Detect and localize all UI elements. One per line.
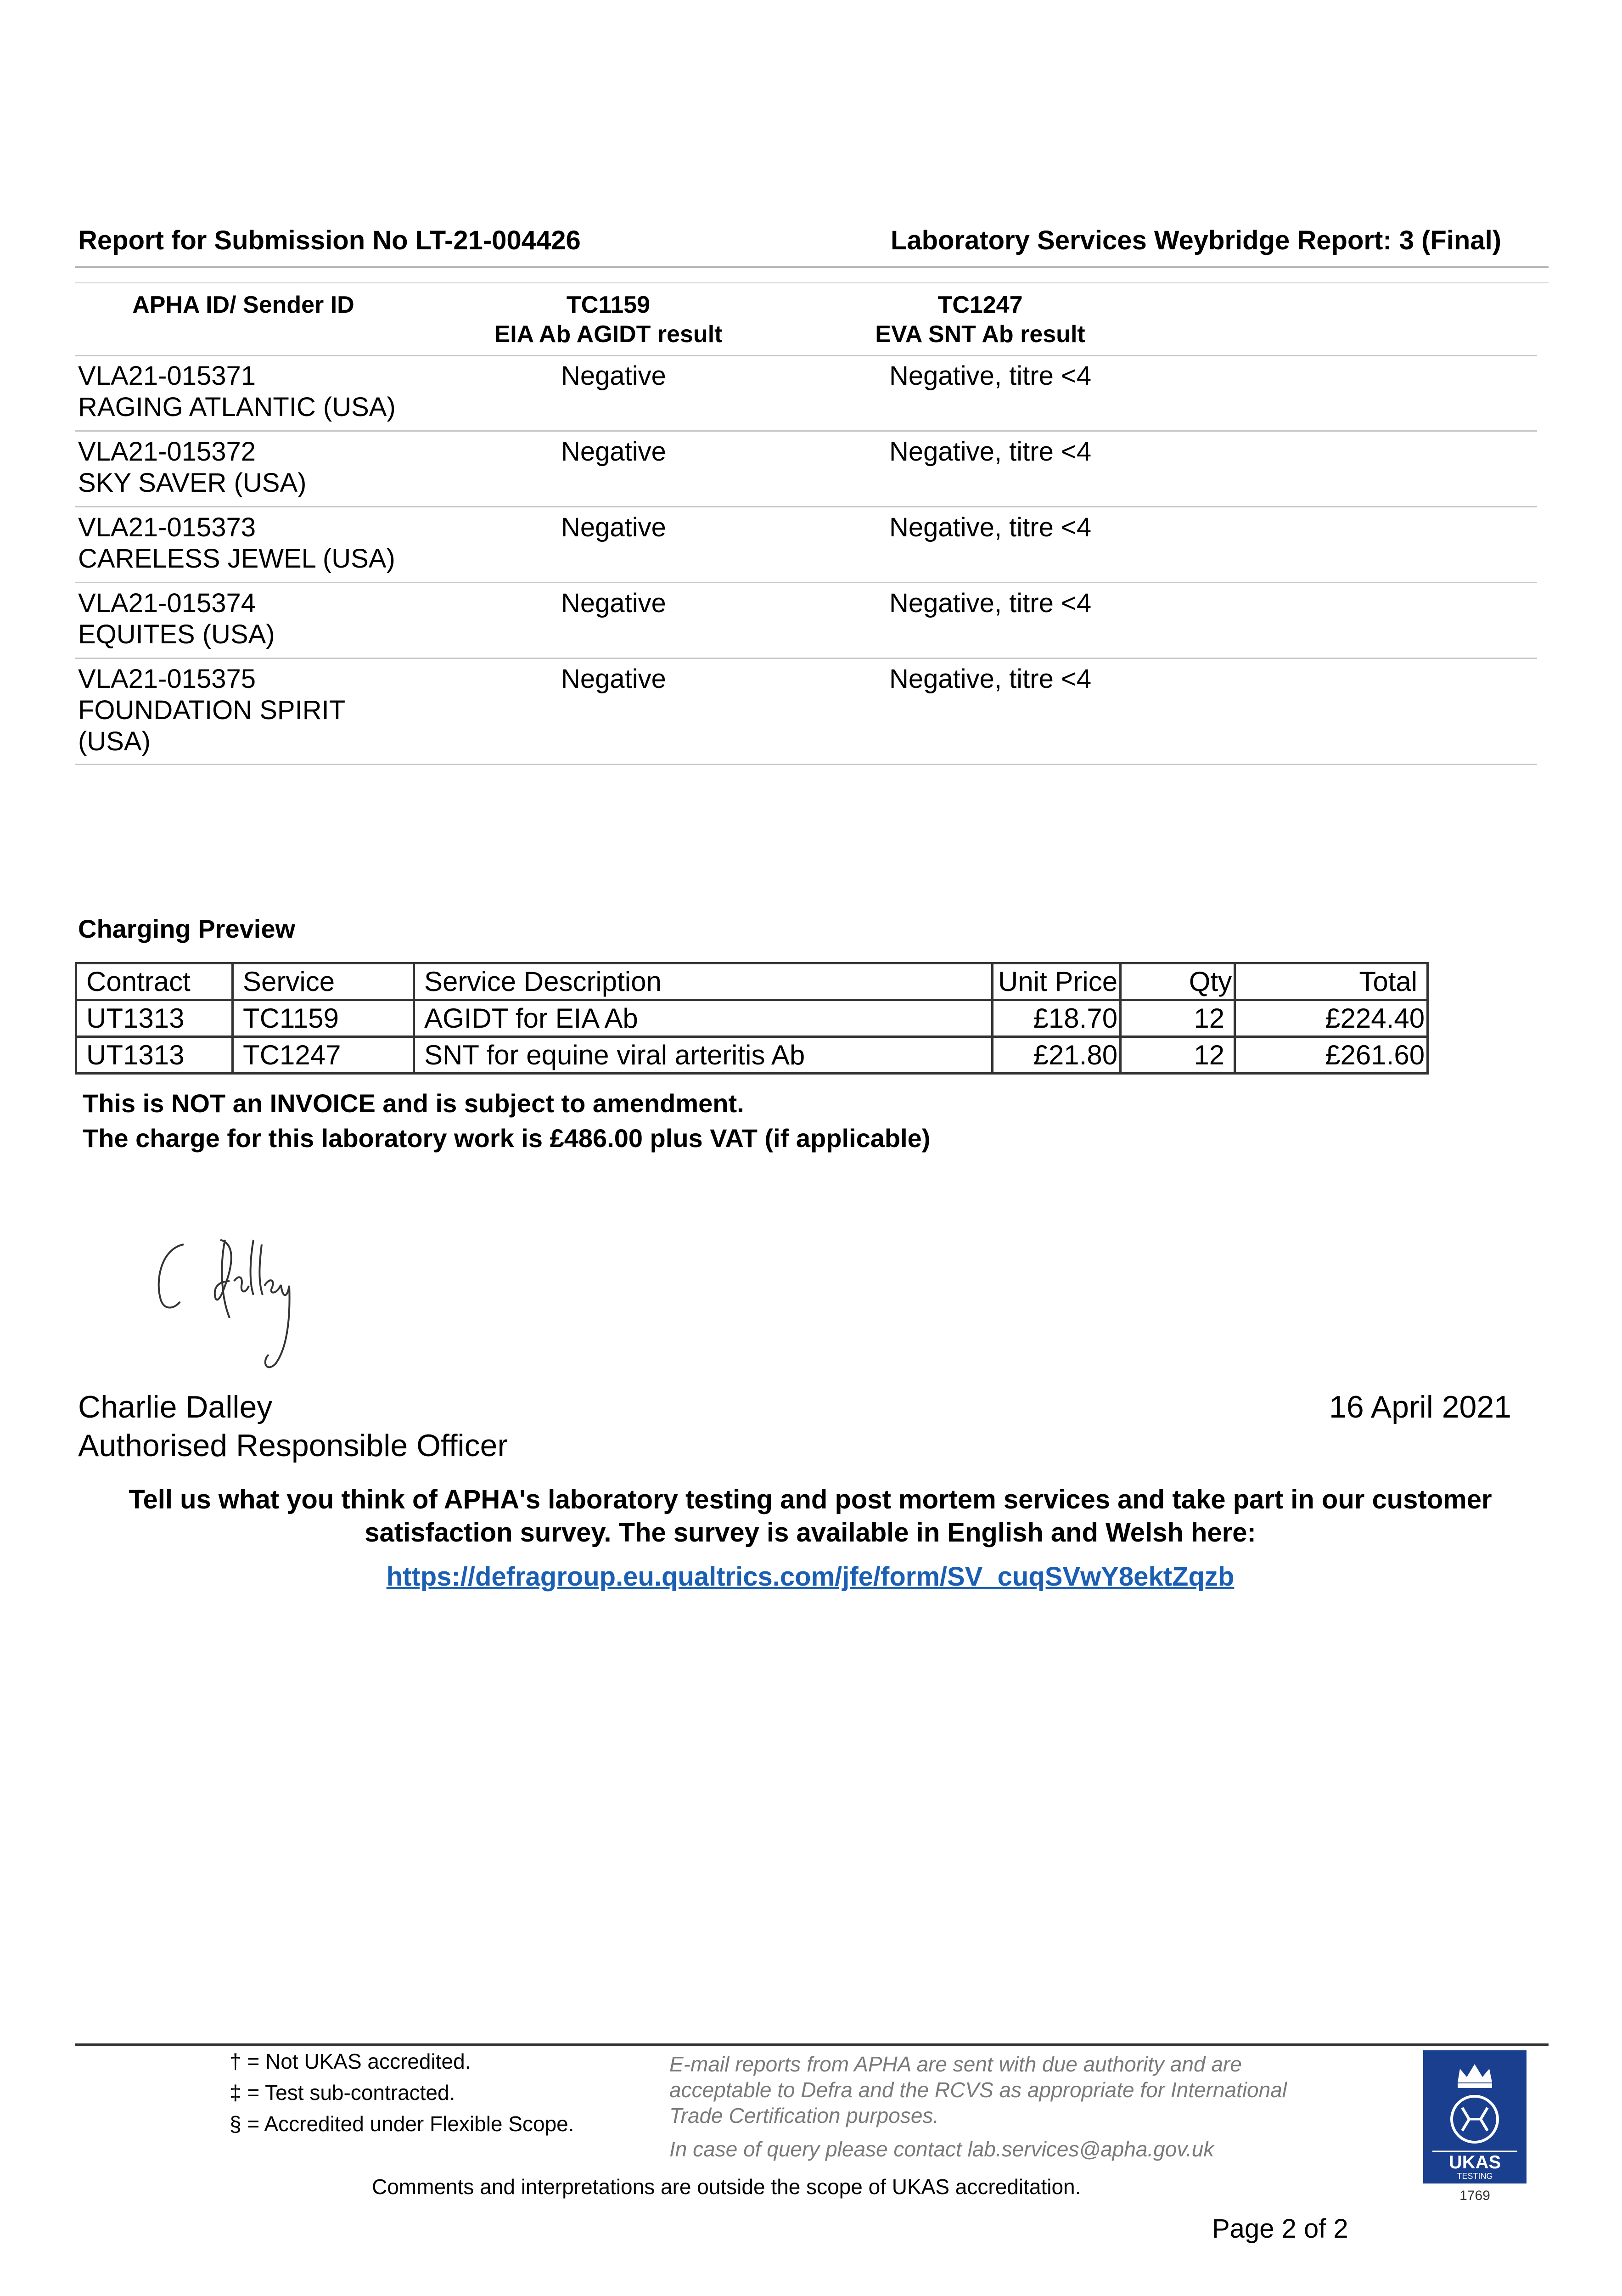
charging-header-row: [76, 963, 1428, 1000]
row-divider: [75, 764, 1537, 765]
invoice-notice: This is NOT an INVOICE and is subject to amendment. The charge for this laboratory work is £486.00 plus VAT (if applicable): [83, 1089, 931, 1153]
col-header-tc1159: TC1159 EIA Ab AGIDT result: [494, 292, 723, 348]
eva-result: Negative, titre <4: [889, 437, 1092, 467]
unit-price-cell: £18.70: [993, 1000, 1121, 1037]
eia-result: Negative: [561, 512, 666, 542]
ukas-sub-label: TESTING: [1457, 2172, 1493, 2181]
table-row: [76, 1037, 1428, 1074]
charging-table: [75, 962, 1429, 1075]
contract-cell: UT1313: [76, 1037, 233, 1074]
signatory-name: Charlie Dalley: [78, 1390, 273, 1424]
sample-id: VLA21-015372: [78, 437, 256, 467]
signatory-role: Authorised Responsible Officer: [78, 1428, 508, 1463]
survey-link-wrap: [92, 1560, 1529, 1593]
contract-cell: UT1313: [76, 1000, 233, 1037]
email-authority-note: E-mail reports from APHA are sent with due authority and are acceptable to Defra and the RCVS as appropriate for International Trade Certification purposes.: [669, 2052, 1287, 2127]
ukas-label: UKAS: [1448, 2152, 1501, 2172]
signatory-block: [78, 1388, 508, 1465]
service-description-cell: SNT for equine viral arteritis Ab: [414, 1037, 993, 1074]
report-lab-title: Laboratory Services Weybridge Report: 3 (Final): [891, 225, 1502, 255]
sample-name: SKY SAVER (USA): [78, 468, 307, 498]
eia-result: Negative: [561, 361, 666, 391]
sample-name: RAGING ATLANTIC (USA): [78, 392, 396, 422]
legend-not-accredited: † = Not UKAS accredited.: [230, 2049, 471, 2073]
table-row: [76, 1000, 1428, 1037]
service-description-cell: AGIDT for EIA Ab: [414, 1000, 993, 1037]
header-divider-secondary: [75, 282, 1549, 283]
sample-name: CARELESS JEWEL (USA): [78, 544, 395, 574]
sample-name-cont: (USA): [78, 726, 151, 756]
sample-id: VLA21-015373: [78, 512, 256, 542]
service-cell: TC1247: [233, 1037, 414, 1074]
report-submission-title: Report for Submission No LT-21-004426: [78, 225, 581, 255]
table-row: [78, 588, 275, 650]
results-header-rule: [75, 355, 1537, 356]
th-service-description: Service Description: [414, 963, 993, 1000]
signature-image: [152, 1231, 317, 1378]
table-row: [78, 664, 345, 757]
total-cell: £261.60: [1235, 1037, 1428, 1074]
eia-result: Negative: [561, 664, 666, 694]
qty-cell: 12: [1121, 1000, 1235, 1037]
sample-id: VLA21-015371: [78, 361, 256, 391]
th-total: Total: [1235, 963, 1428, 1000]
eva-result: Negative, titre <4: [889, 588, 1092, 618]
sample-id: VLA21-015374: [78, 588, 256, 618]
table-row: [78, 360, 396, 423]
eva-result: Negative, titre <4: [889, 512, 1092, 542]
col-header-sender-id: APHA ID/ Sender ID: [132, 292, 354, 318]
row-divider: [75, 506, 1537, 507]
legend-flexible-scope: § = Accredited under Flexible Scope.: [230, 2112, 574, 2136]
accreditation-legend: [230, 2046, 574, 2139]
row-divider: [75, 658, 1537, 659]
header-divider: [75, 266, 1549, 268]
eva-result: Negative, titre <4: [889, 664, 1092, 694]
table-row: [78, 512, 395, 574]
table-row: [78, 436, 306, 499]
col-header-tc1247: TC1247 EVA SNT Ab result: [875, 292, 1085, 348]
survey-link[interactable]: https://defragroup.eu.qualtrics.com/jfe/form/SV_cuqSVwY8ektZqzb: [386, 1562, 1235, 1592]
eia-result: Negative: [561, 437, 666, 467]
th-contract: Contract: [76, 963, 233, 1000]
query-contact-note: In case of query please contact lab.services@apha.gov.uk: [669, 2137, 1214, 2161]
sample-name: FOUNDATION SPIRIT: [78, 695, 346, 725]
ukas-number: 1769: [1459, 2188, 1490, 2203]
th-unit-price: Unit Price: [993, 963, 1121, 1000]
th-qty: Qty: [1121, 963, 1235, 1000]
row-divider: [75, 430, 1537, 432]
eva-result: Negative, titre <4: [889, 361, 1092, 391]
legend-subcontracted: ‡ = Test sub-contracted.: [230, 2081, 455, 2105]
sample-id: VLA21-015375: [78, 664, 256, 694]
total-cell: £224.40: [1235, 1000, 1428, 1037]
eia-result: Negative: [561, 588, 666, 618]
qty-cell: 12: [1121, 1037, 1235, 1074]
ukas-logo: [1423, 2050, 1527, 2209]
unit-price-cell: £21.80: [993, 1037, 1121, 1074]
th-service: Service: [233, 963, 414, 1000]
sample-name: EQUITES (USA): [78, 619, 275, 649]
page-number: Page 2 of 2: [1212, 2214, 1348, 2244]
survey-text: Tell us what you think of APHA's laboratory testing and post mortem services and take part in our customer satisfaction survey. The survey is available in English and Welsh here:: [129, 1485, 1492, 1548]
report-date: 16 April 2021: [1329, 1390, 1511, 1424]
charging-preview-title: Charging Preview: [78, 914, 296, 943]
service-cell: TC1159: [233, 1000, 414, 1037]
row-divider: [75, 582, 1537, 583]
ukas-scope-note: Comments and interpretations are outside the scope of UKAS accreditation.: [372, 2175, 1081, 2199]
